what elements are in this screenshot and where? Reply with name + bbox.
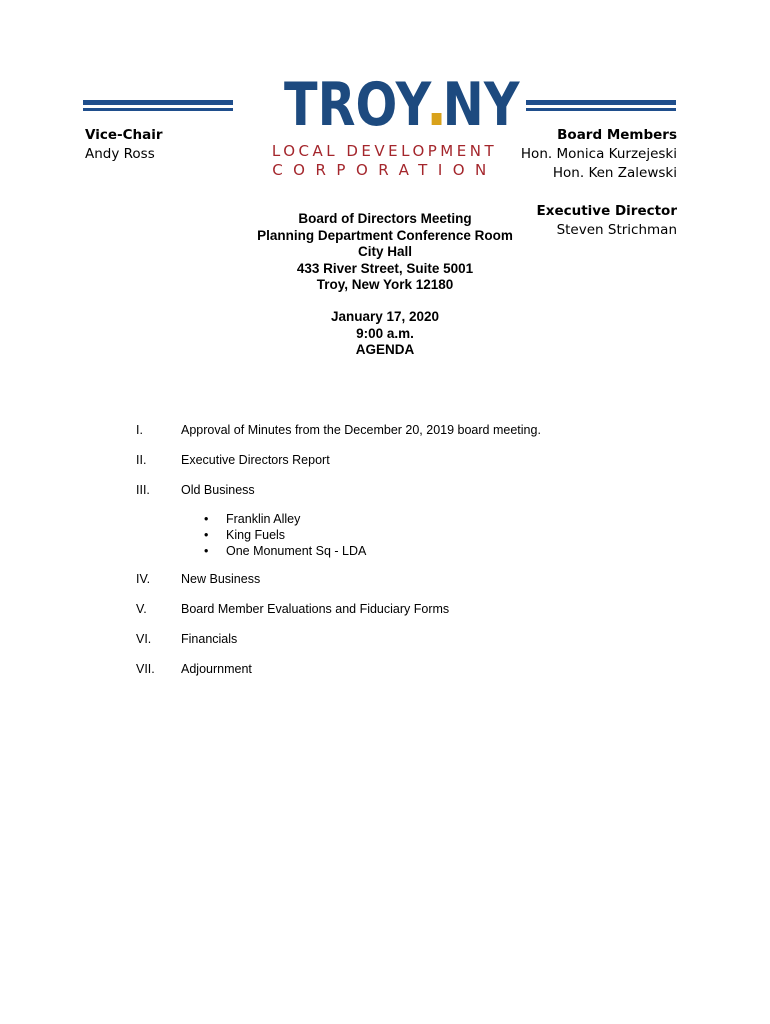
agenda-item-text: Old Business	[181, 483, 255, 497]
agenda-item-text: New Business	[181, 572, 261, 586]
agenda-item	[136, 662, 298, 692]
executive-director-label: Executive Director	[536, 203, 677, 219]
logo-dot	[432, 113, 442, 125]
agenda-item-text: Financials	[181, 632, 238, 646]
meeting-time: 9:00 a.m.	[356, 325, 414, 341]
agenda-item-text: Adjournment	[181, 662, 252, 676]
bullet-text: Franklin Alley	[226, 512, 301, 526]
agenda-heading: AGENDA	[355, 342, 415, 357]
board-members-label: Board Members	[557, 127, 677, 143]
meeting-street: 433 River Street, Suite 5001	[296, 260, 474, 276]
logo-troy: TROY	[284, 70, 432, 140]
logo-ny: NY	[442, 70, 520, 140]
meeting-room: Planning Department Conference Room	[257, 227, 513, 243]
header-rule-right-top	[526, 100, 676, 105]
agenda-item-number: III.	[136, 483, 150, 497]
vice-chair-block	[85, 126, 163, 164]
meeting-building: City Hall	[357, 244, 412, 259]
agenda-item-text: Executive Directors Report	[181, 453, 330, 467]
meeting-info	[200, 211, 570, 294]
meeting-date: January 17, 2020	[330, 309, 440, 324]
bullet-text: King Fuels	[226, 528, 286, 542]
header-rule-left-bottom	[83, 108, 233, 111]
bullet-icon: •	[204, 528, 209, 542]
agenda-item-text: Board Member Evaluations and Fiduciary Forms	[181, 602, 450, 616]
list-item	[204, 528, 366, 544]
agenda-item	[136, 632, 298, 662]
logo-subtitle-2: CORPORATION	[272, 161, 497, 179]
agenda-item-number: II.	[136, 453, 147, 467]
agenda-item	[136, 483, 298, 513]
board-member-2: Hon. Ken Zalewski	[552, 165, 677, 181]
agenda-item	[136, 602, 450, 632]
meeting-title: Board of Directors Meeting	[298, 211, 472, 226]
meeting-when	[200, 309, 570, 359]
list-item	[204, 512, 366, 528]
agenda-item-number: V.	[136, 602, 147, 616]
header-rule-left-top	[83, 100, 233, 105]
executive-director-name: Steven Strichman	[556, 222, 677, 238]
board-member-1: Hon. Monica Kurzejeski	[520, 146, 677, 162]
agenda-item-number: VI.	[136, 632, 152, 646]
list-item	[204, 544, 366, 560]
agenda-item	[136, 572, 298, 602]
logo-wordmark	[284, 70, 520, 140]
old-business-bullets	[204, 512, 366, 560]
bullet-icon: •	[204, 512, 209, 526]
vice-chair-label: Vice-Chair	[85, 127, 163, 143]
bullet-text: One Monument Sq - LDA	[226, 544, 367, 558]
agenda-item-text: Approval of Minutes from the December 20, 2019 board meeting.	[181, 423, 541, 437]
agenda-list	[136, 423, 541, 692]
troy-ldc-logo	[262, 70, 520, 180]
agenda-item-number: I.	[136, 423, 143, 437]
agenda-item-number: IV.	[136, 572, 151, 586]
agenda-item	[136, 453, 330, 483]
logo-subtitle-1: LOCAL DEVELOPMENT	[271, 142, 498, 160]
bullet-icon: •	[204, 544, 209, 558]
header-rule-right-bottom	[526, 108, 676, 111]
meeting-city: Troy, New York 12180	[316, 277, 454, 292]
agenda-item	[136, 423, 541, 453]
agenda-item-number: VII.	[136, 662, 155, 676]
vice-chair-name: Andy Ross	[85, 146, 155, 162]
